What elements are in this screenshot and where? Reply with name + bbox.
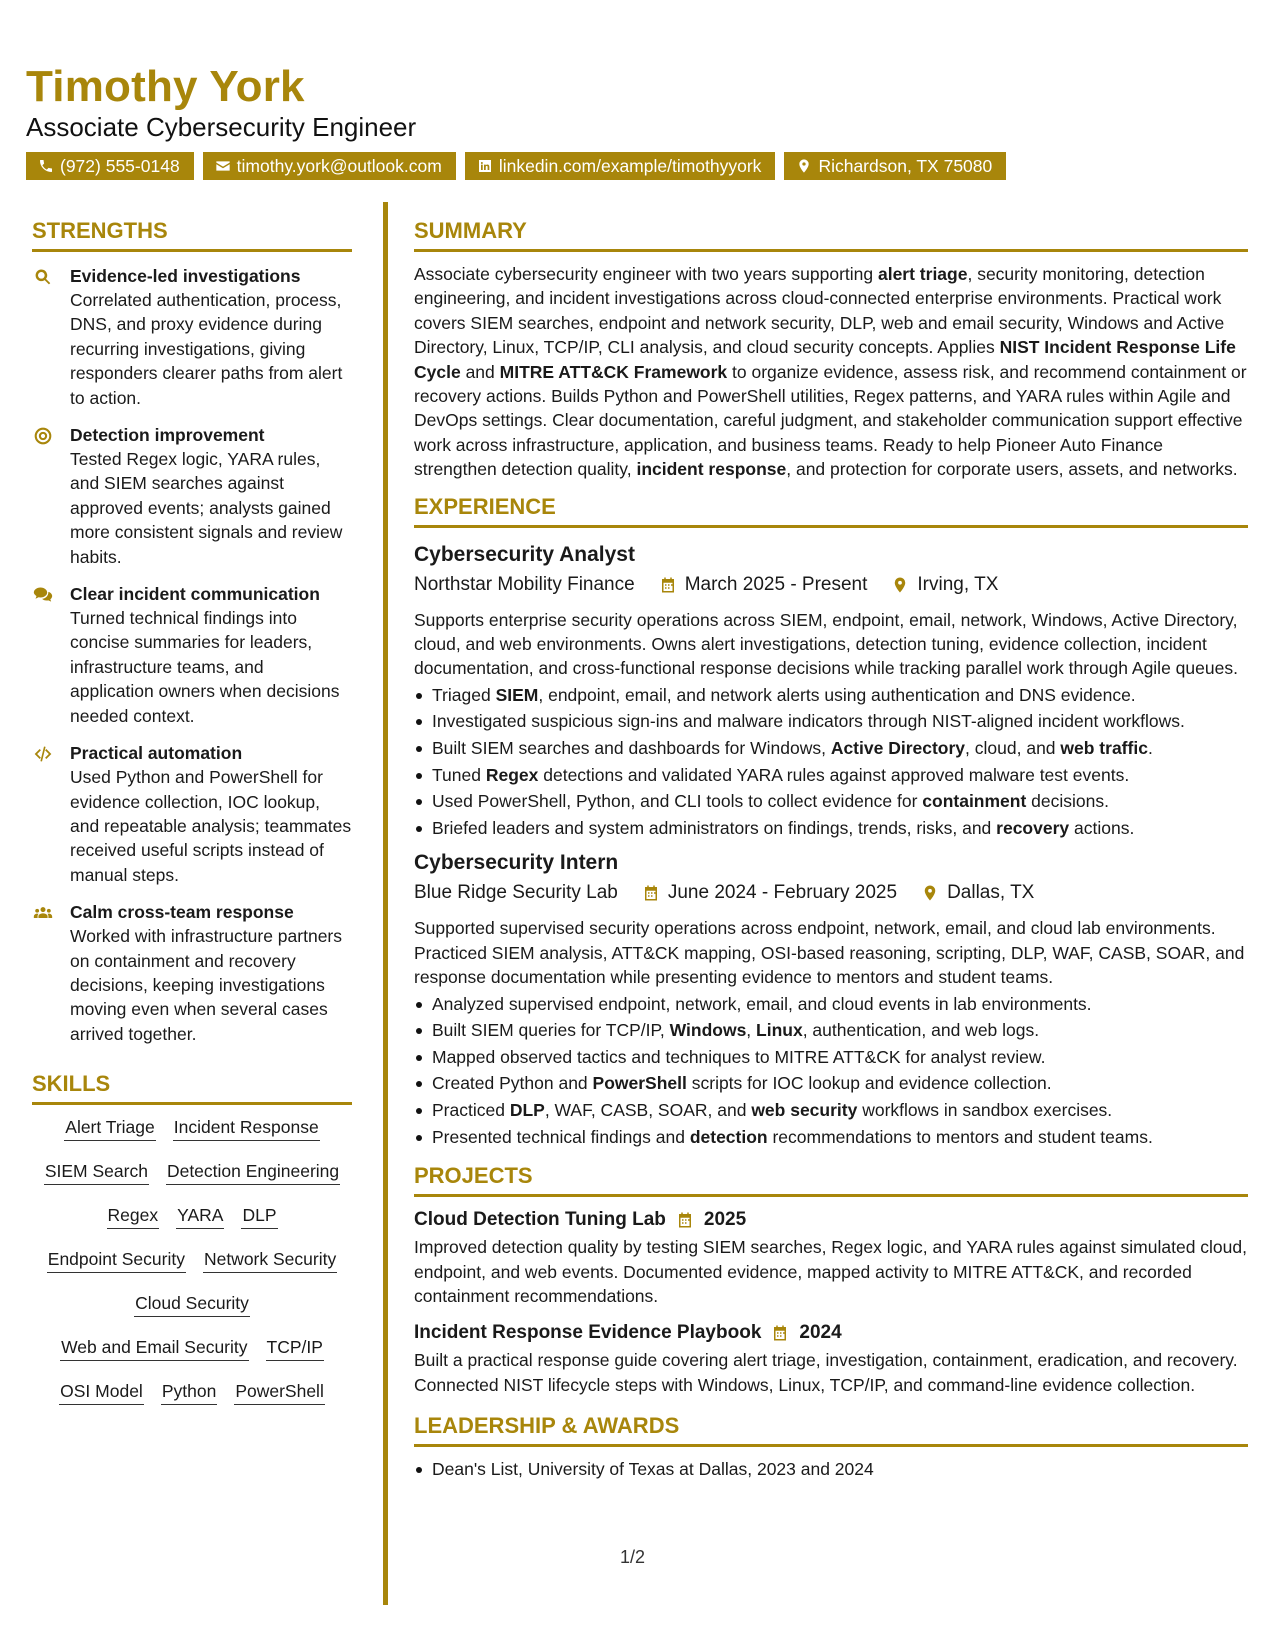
users-icon [32,903,54,923]
envelope-icon [215,158,231,174]
skills-list [32,1115,352,1405]
job-dates: March 2025 - Present [684,573,868,595]
project-header [414,1207,1248,1233]
page-number: 1/2 [620,1547,646,1567]
calendar-icon [642,884,660,902]
skill-tag: YARA [176,1203,224,1229]
linkedin-text: linkedin.com/example/timothyyork [498,155,762,176]
job-meta [414,570,1248,600]
job-bullet: Used PowerShell, Python, and CLI tools to collect evidence for containment decisions. [414,789,1248,814]
column-divider [383,202,388,1605]
strengths-heading: STRENGTHS [32,218,352,252]
job-bullets [414,683,1248,841]
skill-tag: Endpoint Security [47,1247,186,1273]
project-description: Improved detection quality by testing SIEM searches, Regex logic, and YARA rules against simulated cloud, endpoint, and web events. Documented evidence, mapped activity to MITRE ATT&CK, and recorded containment recommendations. [414,1237,1247,1307]
contact-location [784,152,1006,180]
skill-tag: Network Security [203,1247,337,1273]
job-bullet: Tuned Regex detections and validated YARA rules against approved malware test events. [414,763,1248,788]
strength-title: Practical automation [70,743,243,764]
strength-desc: Turned technical findings into concise summaries for leaders, infrastructure teams, and application owners when decisions needed context. [70,608,340,726]
strength-item [32,741,352,887]
strength-desc: Worked with infrastructure partners on containment and recovery decisions, keeping investigations moving even when several cases arrived together. [70,926,343,1044]
experience-heading: EXPERIENCE [414,494,1248,528]
target-icon [32,426,54,446]
strength-title: Calm cross-team response [70,902,294,923]
strength-title: Detection improvement [70,425,265,446]
strength-desc: Tested Regex logic, YARA rules, and SIEM searches against approved events; analysts gained more consistent signals and review habits. [70,449,343,567]
strengths-list [32,264,352,1046]
summary-heading: SUMMARY [414,218,1248,252]
job-entry [414,848,1248,1149]
contact-bar [26,152,1006,180]
job-entry [414,540,1248,841]
linkedin-icon [477,158,493,174]
job-meta [414,878,1248,908]
skill-tag: Regex [107,1203,160,1229]
project-entry [414,1207,1248,1308]
project-title: Cloud Detection Tuning Lab [414,1209,666,1231]
skill-tag: SIEM Search [44,1159,149,1185]
strength-item [32,423,352,569]
skill-tag: Alert Triage [64,1115,155,1141]
calendar-icon [659,576,677,594]
job-bullet: Built SIEM searches and dashboards for Windows, Active Directory, cloud, and web traffic. [414,736,1248,761]
job-role: Cybersecurity Intern [414,851,619,875]
skill-tag: Cloud Security [134,1291,250,1317]
strength-desc: Used Python and PowerShell for evidence collection, IOC lookup, and repeatable analysis; teammates received useful scripts instead of manual steps. [70,767,352,885]
skills-heading: SKILLS [32,1071,352,1105]
skill-tag: PowerShell [234,1379,325,1405]
contact-email[interactable] [203,152,456,180]
job-bullet: Created Python and PowerShell scripts for IOC lookup and evidence collection. [414,1071,1248,1096]
job-bullet: Investigated suspicious sign-ins and malware indicators through NIST-aligned incident workflows. [414,709,1248,734]
candidate-name: Timothy York [26,62,305,111]
job-location: Dallas, TX [947,882,1035,904]
skill-tag: Detection Engineering [166,1159,340,1185]
project-entry [414,1320,1248,1397]
skill-tag: Python [161,1379,217,1405]
code-icon [32,744,54,764]
calendar-icon [676,1211,694,1229]
job-role: Cybersecurity Analyst [414,542,635,566]
strength-title: Clear incident communication [70,584,320,605]
skill-tag: Incident Response [173,1115,320,1141]
leadership-section [414,1457,1248,1482]
strength-title: Evidence-led investigations [70,266,301,286]
job-bullet: Practiced DLP, WAF, CASB, SOAR, and web security workflows in sandbox exercises. [414,1098,1248,1123]
job-bullet: Mapped observed tactics and techniques to MITRE ATT&CK for analyst review. [414,1045,1248,1070]
project-year: 2025 [703,1209,747,1231]
strength-item [32,582,352,728]
location-text: Richardson, TX 75080 [818,155,993,176]
job-description: Supports enterprise security operations across SIEM, endpoint, email, network, Windows, Active Directory, cloud, and web environments. Owns alert investigations, detection tuning, evidence collection, incident documentation, and cross-functional response decisions while tracking parallel work through Agile queues. [414,609,1238,679]
skill-tag: OSI Model [59,1379,144,1405]
map-pin-icon [921,884,939,902]
left-column [32,218,352,1405]
project-year: 2024 [799,1322,842,1344]
job-dates: June 2024 - February 2025 [667,882,898,904]
map-pin-icon [796,158,812,174]
summary-text: Associate cybersecurity engineer with two years supporting alert triage, security monitoring, detection engineering, and incident investigations across cloud-connected enterprise environments. Practical work covers SIEM searches, endpoint and network security, DLP, web and email security, Windows and Active Directory, Linux, TCP/IP, CLI analysis, and cloud security concepts. Applies NIST Incident Response Life Cycle and MITRE ATT&CK Framework to organize evidence, assess risk, and recommend containment or recovery actions. Builds Python and PowerShell utilities, Regex patterns, and YARA rules within Agile and DevOps settings. Clear documentation, careful judgment, and stakeholder communication support effective work across infrastructure, application, and business teams. Ready to help Pioneer Auto Finance strengthen detection quality, incident response, and protection for corporate users, assets, and networks. [414,264,1247,480]
leadership-list [414,1457,1248,1482]
job-bullet: Built SIEM queries for TCP/IP, Windows, Linux, authentication, and web logs. [414,1018,1248,1043]
phone-text: (972) 555-0148 [60,155,180,176]
comments-icon [32,585,54,605]
job-bullet: Analyzed supervised endpoint, network, email, and cloud events in lab environments. [414,992,1248,1017]
job-bullet: Briefed leaders and system administrators on findings, trends, risks, and recovery actions. [414,816,1248,841]
skill-tag: TCP/IP [266,1335,324,1361]
leadership-heading: LEADERSHIP & AWARDS [414,1413,1248,1447]
contact-linkedin[interactable] [465,152,776,180]
search-icon [32,267,54,287]
job-description: Supported supervised security operations across endpoint, network, email, and cloud lab environments. Practiced SIEM analysis, ATT&CK mapping, OSI-based reasoning, scripting, DLP, WAF, CASB, SOAR, and response documentation while presenting evidence to mentors and student teams. [414,918,1245,988]
project-description: Built a practical response guide covering alert triage, investigation, containment, eradication, and recovery. Connected NIST lifecycle steps with Windows, Linux, TCP/IP, and command-line evidence collection. [414,1350,1238,1395]
job-bullet: Triaged SIEM, endpoint, email, and network alerts using authentication and DNS evidence. [414,683,1248,708]
project-header [414,1320,1248,1346]
calendar-icon [771,1324,789,1342]
job-company: Northstar Mobility Finance [414,573,635,595]
contact-phone[interactable] [26,152,194,180]
skill-tag: DLP [241,1203,277,1229]
project-title: Incident Response Evidence Playbook [414,1322,762,1344]
job-company: Blue Ridge Security Lab [414,882,618,904]
skill-tag: Web and Email Security [60,1335,248,1361]
projects-heading: PROJECTS [414,1163,1248,1197]
job-title: Associate Cybersecurity Engineer [26,112,417,142]
strength-item [32,264,352,410]
phone-icon [38,158,54,174]
job-location: Irving, TX [917,573,999,595]
award-item: Dean's List, University of Texas at Dallas, 2023 and 2024 [414,1457,1248,1482]
email-text: timothy.york@outlook.com [236,155,442,176]
strength-item [32,900,352,1046]
strength-desc: Correlated authentication, process, DNS, and proxy evidence during recurring investigations, giving responders clearer paths from alert to action. [70,290,343,408]
job-bullet: Presented technical findings and detection recommendations to mentors and student teams. [414,1125,1248,1150]
map-pin-icon [891,576,909,594]
job-bullets [414,992,1248,1150]
right-column [414,218,1248,1484]
